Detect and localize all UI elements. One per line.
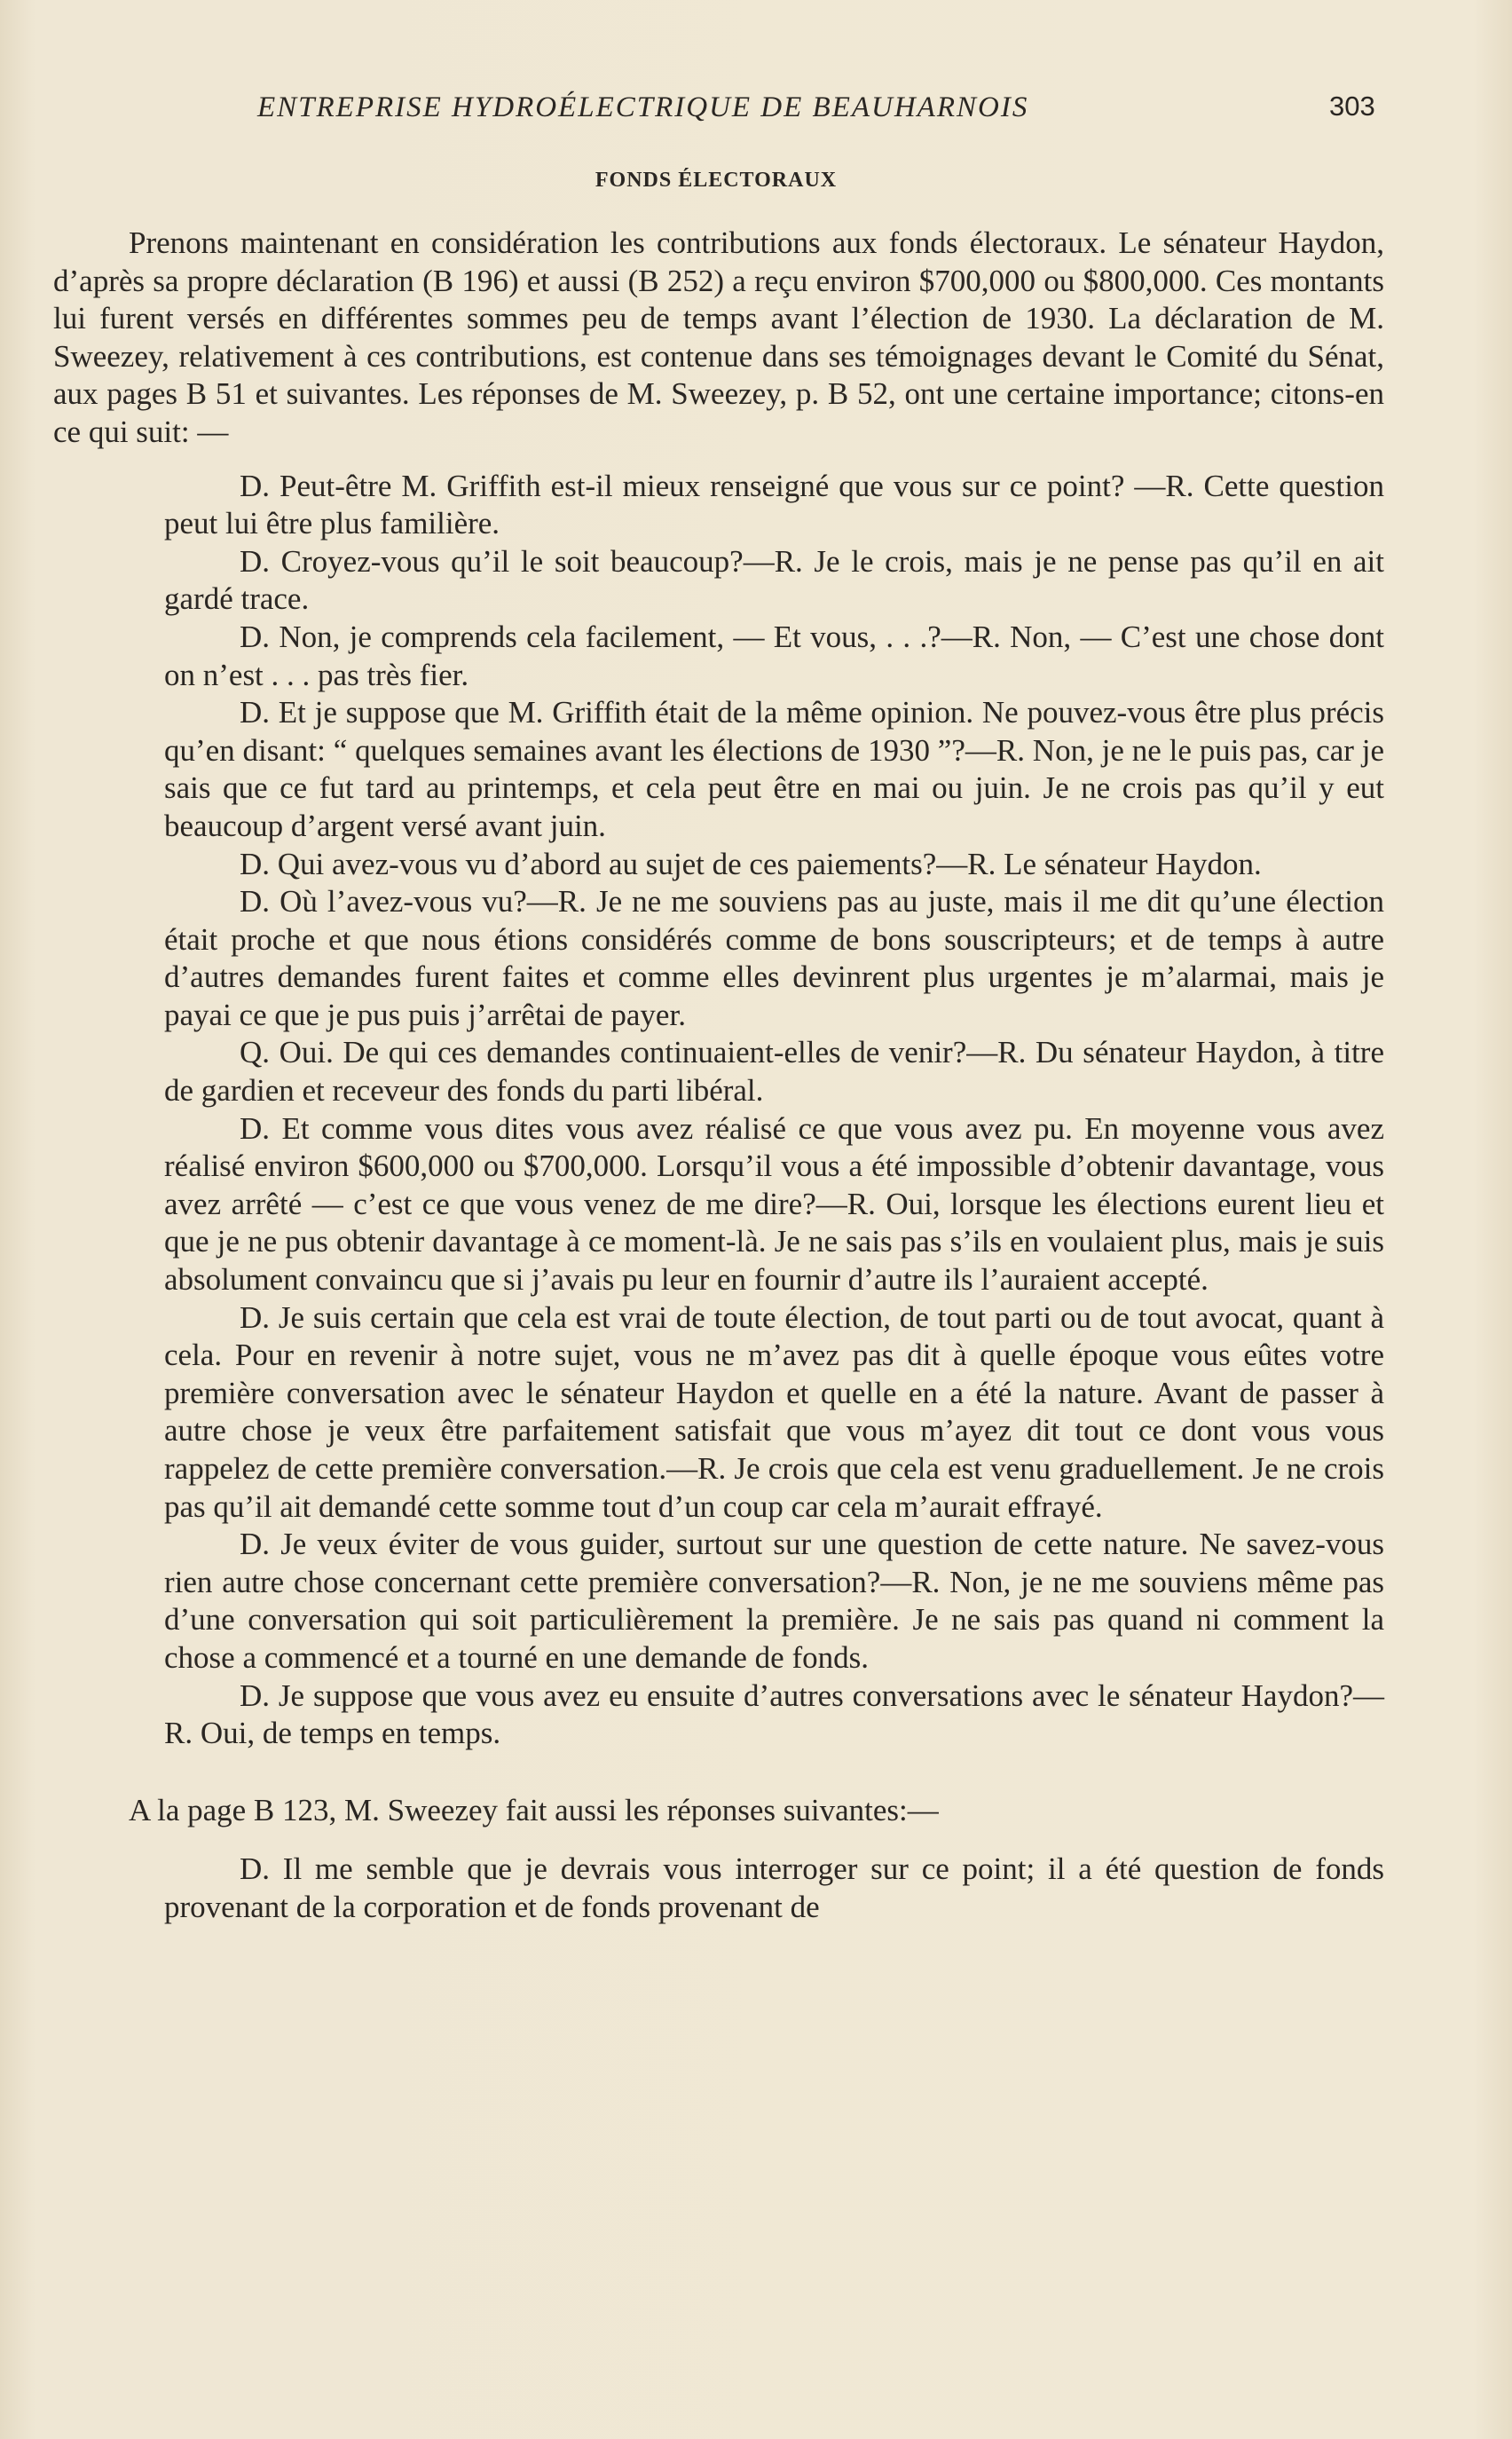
section-title: FONDS ÉLECTORAUX: [595, 169, 838, 192]
transition-paragraph: A la page B 123, M. Sweezey fait aussi les réponses suivantes:—: [129, 1792, 939, 1827]
testimony-excerpt-2: [53, 1851, 1384, 1926]
testimony-item: D. Peut-être M. Griffith est-il mieux renseigné que vous sur ce point? —R. Cette question peut lui être plus familière.: [164, 468, 1384, 541]
main-text: [53, 225, 1384, 1927]
running-head: ENTREPRISE HYDROÉLECTRIQUE DE BEAUHARNOIS: [257, 91, 1029, 123]
testimony-item: D. Non, je comprends cela facilement, — Et vous, . . .?—R. Non, — C’est une chose dont on n’est . . . pas très fier.: [164, 619, 1384, 692]
testimony-excerpt-1: [53, 468, 1384, 1753]
spacer: [53, 1829, 1384, 1851]
spacer: [53, 1753, 1384, 1792]
testimony-item: D. Je veux éviter de vous guider, surtout sur une question de cette nature. Ne savez-vous rien autre chose concernant cette première conversation?—R. Non, je ne me souviens même pas d’une conversation qui soit particulièrement la première. Je ne sais pas quand ni comment la chose a commencé et a tourné en une demande de fonds.: [164, 1527, 1384, 1675]
testimony-item: D. Et je suppose que M. Griffith était de la même opinion. Ne pouvez-vous être plus précis qu’en disant: “ quelques semaines avant les élections de 1930 ”?—R. Non, je ne le puis pas, car je sais que ce fut tard au printemps, et cela peut être en mai ou juin. Je ne crois pas qu’il y eut beaucoup d’argent versé avant juin.: [164, 695, 1384, 843]
testimony-item: Q. Oui. De qui ces demandes continuaient-elles de venir?—R. Du sénateur Haydon, à titre de gardien et receveur des fonds du parti libéral.: [164, 1035, 1384, 1109]
testimony-item: D. Je suis certain que cela est vrai de toute élection, de tout parti ou de tout avocat, quant à cela. Pour en revenir à notre sujet, vous ne m’avez pas dit à quelle époque vous eûtes votre première conversation avec le sénateur Haydon et quelle en a été la nature. Avant de passer à autre chose je veux être parfaitement satisfait que vous m’ayez dit tout ce dont vous vous rappelez de cette première conversation.—R. Je crois que cela est venu graduellement. Je ne crois pas qu’il ait demandé cette somme tout d’un coup car cela m’aurait effrayé.: [164, 1299, 1384, 1524]
testimony-item: D. Je suppose que vous avez eu ensuite d’autres conversations avec le sénateur Haydon?—R. Oui, de temps en temps.: [164, 1677, 1384, 1751]
testimony-item: D. Croyez-vous qu’il le soit beaucoup?—R. Je le crois, mais je ne pense pas qu’il en ait gardé trace.: [164, 543, 1384, 617]
testimony-item: D. Il me semble que je devrais vous interroger sur ce point; il a été question de fonds provenant de la corporation et de fonds provenant de: [164, 1851, 1384, 1924]
intro-paragraph: Prenons maintenant en considération les contributions aux fonds électoraux. Le sénateur Haydon, d’après sa propre déclaration (B 196) et aussi (B 252) a reçu environ $700,000 ou $800,000. Ces montants lui furent versés en différentes sommes peu de temps avant l’élection de 1930. La déclaration de M. Sweezey, relativement à ces contributions, est contenue dans ses témoignages devant le Comité du Sénat, aux pages B 51 et suivantes. Les réponses de M. Sweezey, p. B 52, ont une certaine importance; citons-en ce qui suit: —: [53, 225, 1384, 449]
page-number: 303: [1329, 91, 1375, 122]
testimony-item: D. Qui avez-vous vu d’abord au sujet de ces paiements?—R. Le sénateur Haydon.: [240, 846, 1262, 881]
testimony-item: D. Et comme vous dites vous avez réalisé ce que vous avez pu. En moyenne vous avez réalisé environ $600,000 ou $700,000. Lorsqu’il vous a été impossible d’obtenir davantage, vous avez arrêté — c’est ce que vous venez de me dire?—R. Oui, lorsque les élections eurent lieu et que je ne pus obtenir davantage à ce moment-là. Je ne sais pas s’ils en voulaient plus, mais je suis absolument convaincu que si j’avais pu leur en fournir d’autre ils l’auraient accepté.: [164, 1110, 1384, 1298]
testimony-item: D. Où l’avez-vous vu?—R. Je ne me souviens pas au juste, mais il me dit qu’une élection était proche et que nous étions considérés comme de bons souscripteurs; et de temps à autre d’autres demandes furent faites et comme elles devinrent plus urgentes je m’alarmai, mais je payai ce que je pus puis j’arrêtai de payer.: [164, 884, 1384, 1032]
